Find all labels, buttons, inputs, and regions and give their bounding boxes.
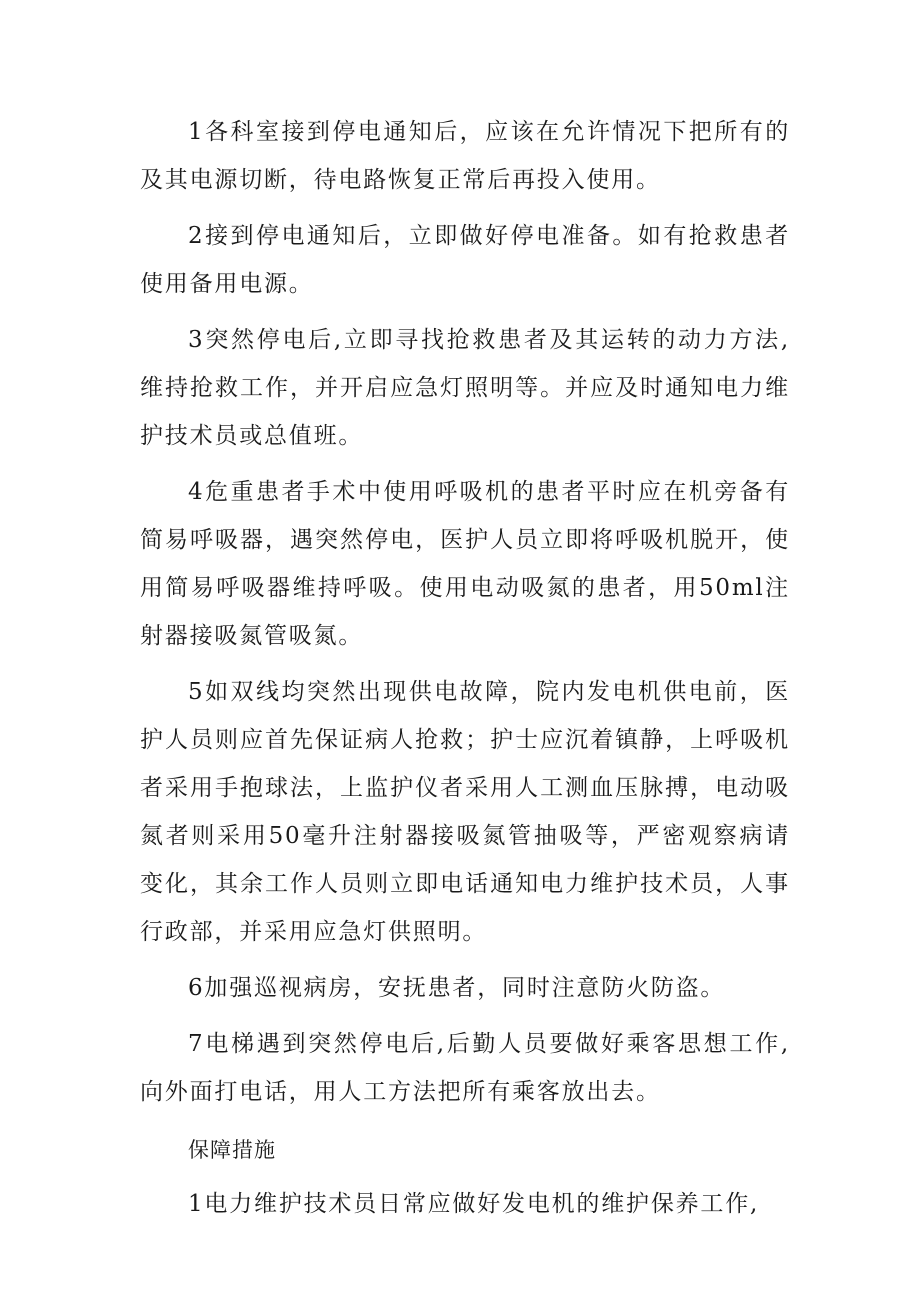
paragraph-7: 7电梯遇到突然停电后,后勤人员要做好乘客思想工作,向外面打电话，用人工方法把所有乘客放出去。: [140, 1031, 790, 1105]
paragraph-6: 6加强巡视病房，安抚患者，同时注意防火防盗。: [188, 975, 726, 1001]
paragraph-4: 4危重患者手术中使用呼吸机的患者平时应在机旁备有简易呼吸器，遇突然停电，医护人员立即将呼吸机脱开，使用简易呼吸器维持呼吸。使用电动吸氮的患者，用50ml注射器接吸氮管吸氮。: [140, 479, 790, 649]
paragraph-2: 2接到停电通知后，立即做好停电准备。如有抢救患者使用备用电源。: [140, 223, 790, 297]
section-heading: 保障措施: [188, 1138, 276, 1162]
paragraph-3: 3突然停电后,立即寻找抢救患者及其运转的动力方法,维持抢救工作，并开启应急灯照明等。并应及时通知电力维护技术员或总值班。: [140, 327, 790, 449]
paragraph-5: 5如双线均突然出现供电故障，院内发电机供电前，医护人员则应首先保证病人抢救；护士应沉着镇静，上呼吸机者采用手抱球法，上监护仪者采用人工测血压脉搏，电动吸氮者则采用50毫升注射器接吸氮管抽吸等，严密观察病请变化，其余工作人员则立即电话通知电力维护技术员，人事行政部，并采用应急灯供照明。: [140, 679, 790, 945]
document-body: [140, 108, 790, 1236]
section-paragraph-1: 1电力维护技术员日常应做好发电机的维护保养工作,: [188, 1191, 760, 1217]
paragraph-1: 1各科室接到停电通知后，应该在允许情况下把所有的及其电源切断，待电路恢复正常后再投入使用。: [140, 119, 790, 193]
